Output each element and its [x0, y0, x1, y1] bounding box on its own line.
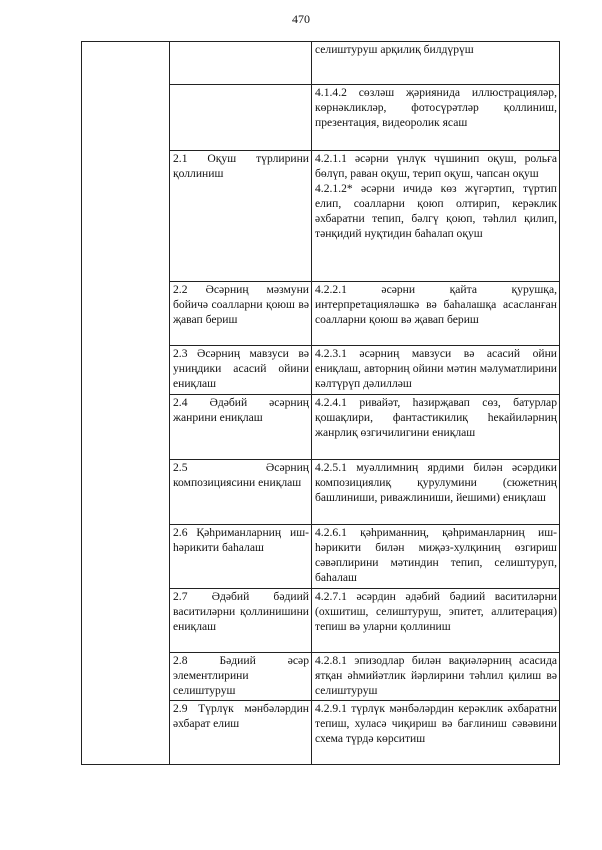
outcome-cell: 4.2.4.1 ривайәт, һазирҗавап сөз, батурлар қошақлири, фантастикилиқ һекайиләрниң жанрлиқ өзгичилигини ениқлаш: [312, 395, 560, 460]
page-number: 470: [292, 12, 310, 26]
skill-cell: [170, 42, 312, 85]
outcome-cell: 4.2.3.1 әсәрниң мавзуси вә асасий ойни ениқлаш, авторниң ойини мәтин мәлуматлирини кәлтүрүп дәлилләш: [312, 346, 560, 395]
table-row: [82, 42, 560, 85]
skill-cell: 2.3 Әсәрниң мавзуси вә униңдики асасий ойини ениқлаш: [170, 346, 312, 395]
outcome-cell: 4.2.5.1 муәллимниң ярдими билән әсәрдики композициялиқ қурулумини (сюжетниң башлиниши, риважлиниши, йешими) ениқлаш: [312, 460, 560, 525]
outcome-cell: 4.2.2.1 әсәрни қайта қурушқа, интерпретацияләшкә вә баһалашқа асасланған соалларни қоюш вә җавап бериш: [312, 282, 560, 346]
skill-cell: 2.6 Қәһриманларниң иш-һәрикити баһалаш: [170, 525, 312, 589]
outcome-cell: 4.2.8.1 эпизодлар билән вақиәләрниң асасида ятқан әһмийәтлик йәрлирини тәһлил қилиш вә селиштуруш: [312, 653, 560, 701]
skill-cell: 2.8 Бәдиий әсәр элементлирини селиштуруш: [170, 653, 312, 701]
curriculum-table: [81, 41, 560, 765]
section-cell: [82, 42, 170, 765]
skill-cell: 2.9 Түрлүк мәнбәләрдин әхбарат елиш: [170, 701, 312, 765]
outcome-cell: 4.2.9.1 түрлүк мәнбәләрдин керәклик әхбаратни тепиш, хуласә чиқириш вә бағлиниш сәвәвини схема түрдә көрситиш: [312, 701, 560, 765]
skill-cell: 2.5 Әсәрниң композициясини ениқлаш: [170, 460, 312, 525]
outcome-cell: 4.2.1.1 әсәрни үнлүк чүшинип оқуш, рольға бөлүп, раван оқуш, терип оқуш, чапсан оқуш 4.2.1.2* әсәрни ичидә көз жүгәртип, түртип елип, соалларни қоюп олтирип, керәклик әхбаратни тепип, бәлгү қоюп, тәһлил қилип, тәнқидий нуқтидин баһалап оқуш: [312, 151, 560, 282]
outcome-cell: 4.2.6.1 қәһриманниң, қәһриманларниң иш-һәрикити билән миҗәз-хулқиниң өзгириш сәвәплирини мәтиндин тепип, селиштуруп, баһалаш: [312, 525, 560, 589]
outcome-cell: 4.2.7.1 әсәрдин әдәбий бәдиий васитиләрни (охшитиш, селиштуруш, эпитет, аллитерация) тепиш вә уларни қоллиниш: [312, 589, 560, 653]
outcome-cell: селиштуруш арқилиқ билдүрүш: [312, 42, 560, 85]
skill-cell: [170, 85, 312, 151]
skill-cell: 2.1 Оқуш түрлирини қоллиниш: [170, 151, 312, 282]
outcome-cell: 4.1.4.2 сөзләш җәриянида иллюстрацияләр, көрнәкликләр, фотосүрәтләр қоллиниш, презентация, видеоролик ясаш: [312, 85, 560, 151]
skill-cell: 2.2 Әсәрниң мәзмуни бойичә соалларни қоюш вә җавап бериш: [170, 282, 312, 346]
skill-cell: 2.4 Әдәбий әсәрниң жанрини ениқлаш: [170, 395, 312, 460]
skill-cell: 2.7 Әдәбий бәдиий васитиләрни қоллинишини ениқлаш: [170, 589, 312, 653]
